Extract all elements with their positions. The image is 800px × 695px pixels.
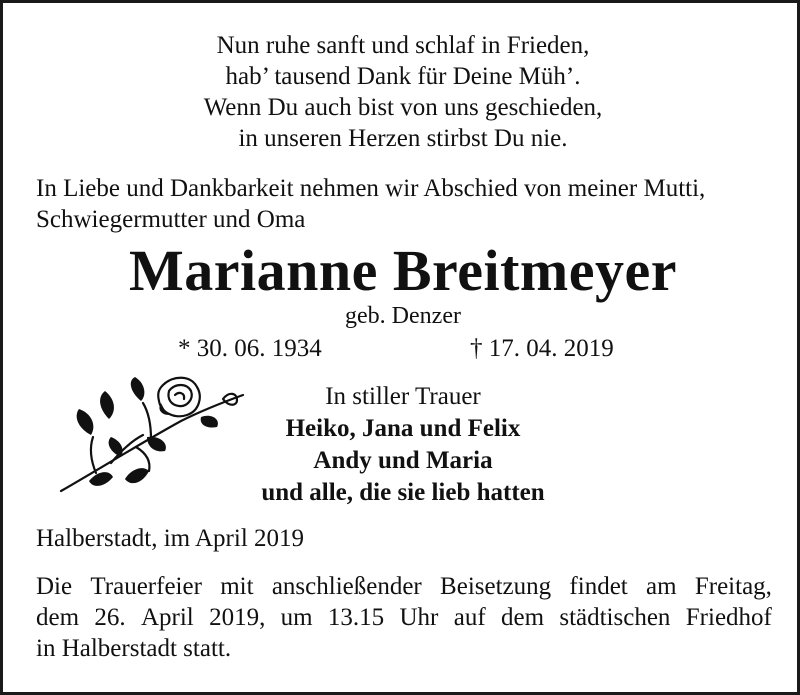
ceremony-word: April (140, 604, 194, 631)
ceremony-word: städtischen (559, 604, 671, 631)
birth-date: * 30. 06. 1934 (178, 335, 322, 362)
poem-line: in unseren Herzen stirbst Du nie. (238, 125, 568, 152)
ceremony-word: findet (569, 573, 628, 600)
mourners-block (203, 381, 603, 509)
poem-line: hab’ tausend Dank für Deine Müh’. (225, 63, 581, 90)
ceremony-word: Trauerfeier (90, 573, 202, 600)
ceremony-word: 26. (94, 604, 126, 631)
ceremony-line-2 (36, 602, 772, 633)
intro-line: Schwiegermutter und Oma (36, 206, 306, 233)
ceremony-word: Friedhof (685, 604, 772, 631)
poem-line: Nun ruhe sanft und schlaf in Frieden, (216, 32, 590, 59)
ceremony-word: anschließender (271, 573, 422, 600)
mourner-line: Heiko, Jana und Felix (285, 415, 521, 442)
ceremony-word: 2019, (209, 604, 266, 631)
ceremony-text (36, 571, 772, 664)
ceremony-word: am (646, 573, 677, 600)
maiden-name: geb. Denzer (345, 303, 461, 329)
ceremony-word: Freitag, (694, 573, 772, 600)
poem (3, 30, 800, 154)
ceremony-line-3: in Halberstadt statt. (36, 635, 232, 662)
mourner-line: Andy und Maria (313, 447, 493, 474)
ceremony-word: dem (500, 604, 545, 631)
ceremony-word: Uhr (399, 604, 439, 631)
ceremony-word: auf (453, 604, 486, 631)
ceremony-word: Beisetzung (440, 573, 552, 600)
ceremony-word: mit (220, 573, 254, 600)
poem-line: Wenn Du auch bist von uns geschieden, (203, 94, 603, 121)
mourner-line: und alle, die sie lieb hatten (261, 479, 545, 506)
ceremony-word: 13.15 (327, 604, 385, 631)
death-date: † 17. 04. 2019 (470, 335, 614, 362)
ceremony-word: um (280, 604, 313, 631)
place-and-date: Halberstadt, im April 2019 (36, 525, 305, 552)
intro-line: In Liebe und Dankbarkeit nehmen wir Abschied von meiner Mutti, (36, 175, 706, 202)
ceremony-word: dem (36, 604, 80, 631)
intro-text (36, 173, 705, 235)
deceased-name: Marianne Breitmeyer (129, 238, 677, 303)
mourners-heading: In stiller Trauer (325, 383, 481, 410)
ceremony-line-1 (36, 571, 772, 602)
ceremony-word: Die (36, 573, 73, 600)
